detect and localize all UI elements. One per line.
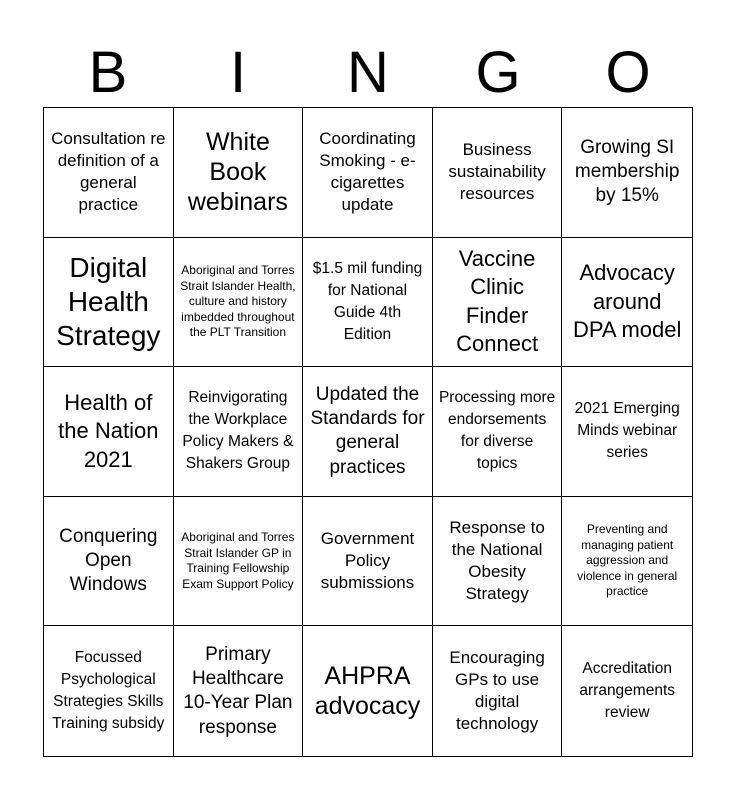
cell-text: 2021 Emerging Minds webinar series	[574, 400, 680, 462]
cell-text: Focussed Psychological Strategies Skills Training subsidy	[52, 649, 165, 733]
bingo-cell[interactable]	[44, 238, 174, 368]
cell-text: Encouraging GPs to use digital technology	[449, 648, 545, 734]
cell-text: White Book webinars	[187, 128, 288, 217]
cell-text: Coordinating Smoking - e-cigarettes update	[319, 129, 416, 215]
cell-text: Reinvigorating the Workplace Policy Makers & Shakers Group	[182, 389, 294, 473]
cell-text: $1.5 mil funding for National Guide 4th Edition	[312, 259, 423, 343]
bingo-cell[interactable]	[433, 626, 563, 756]
bingo-cell[interactable]	[562, 497, 692, 627]
header-letter-b: B	[88, 40, 128, 105]
cell-text: Response to the National Obesity Strategy	[449, 517, 545, 604]
bingo-cell[interactable]	[44, 626, 174, 756]
cell-text: Government Policy submissions	[320, 528, 415, 593]
bingo-cell[interactable]	[562, 108, 692, 238]
header-letter-n: N	[347, 40, 389, 105]
bingo-cell[interactable]	[433, 367, 563, 497]
cell-text: Primary Healthcare 10-Year Plan response	[183, 643, 293, 738]
bingo-cell[interactable]	[174, 497, 304, 627]
bingo-cell[interactable]	[433, 108, 563, 238]
cell-text: Consultation re definition of a general practice	[51, 129, 166, 215]
bingo-cell[interactable]	[562, 238, 692, 368]
bingo-cell[interactable]	[174, 626, 304, 756]
bingo-cell[interactable]	[303, 238, 433, 368]
bingo-cell[interactable]	[174, 108, 304, 238]
bingo-cell[interactable]	[174, 367, 304, 497]
bingo-cell[interactable]	[303, 497, 433, 627]
cell-text: Vaccine Clinic Finder Connect	[456, 245, 539, 357]
cell-text: Advocacy around DPA model	[572, 260, 682, 343]
header-letter-o: O	[605, 40, 651, 105]
header-letter-g: G	[475, 40, 521, 105]
cell-text: Aboriginal and Torres Strait Islander GP in Training Fellowship Exam Support Policy	[181, 529, 295, 591]
cell-text: Business sustainability resources	[448, 140, 546, 204]
cell-text: Growing SI membership by 15%	[574, 136, 680, 207]
bingo-cell[interactable]	[562, 626, 692, 756]
bingo-header	[43, 38, 693, 108]
bingo-cell[interactable]	[433, 238, 563, 368]
bingo-cell[interactable]	[562, 367, 692, 497]
bingo-cell[interactable]	[303, 626, 433, 756]
cell-text: Aboriginal and Torres Strait Islander Health, culture and history imbedded throughout the PLT Transition	[180, 262, 296, 340]
cell-text: Preventing and managing patient aggression and violence in general practice	[577, 522, 678, 599]
bingo-cell[interactable]	[44, 497, 174, 627]
cell-text: Health of the Nation 2021	[58, 389, 159, 472]
bingo-cell[interactable]	[174, 238, 304, 368]
bingo-cell[interactable]	[44, 108, 174, 238]
cell-text: Processing more endorsements for diverse topics	[438, 389, 556, 473]
bingo-board	[43, 107, 693, 757]
cell-text: Updated the Standards for general practices	[310, 383, 425, 478]
cell-text: Accreditation arrangements review	[579, 660, 676, 722]
header-letter-i: I	[229, 40, 247, 105]
bingo-cell[interactable]	[303, 108, 433, 238]
bingo-cell[interactable]	[303, 367, 433, 497]
cell-text: Digital Health Strategy	[56, 251, 161, 351]
cell-text: Conquering Open Windows	[59, 525, 158, 596]
bingo-cell[interactable]	[44, 367, 174, 497]
cell-text: AHPRA advocacy	[314, 662, 421, 721]
bingo-cell[interactable]	[433, 497, 563, 627]
